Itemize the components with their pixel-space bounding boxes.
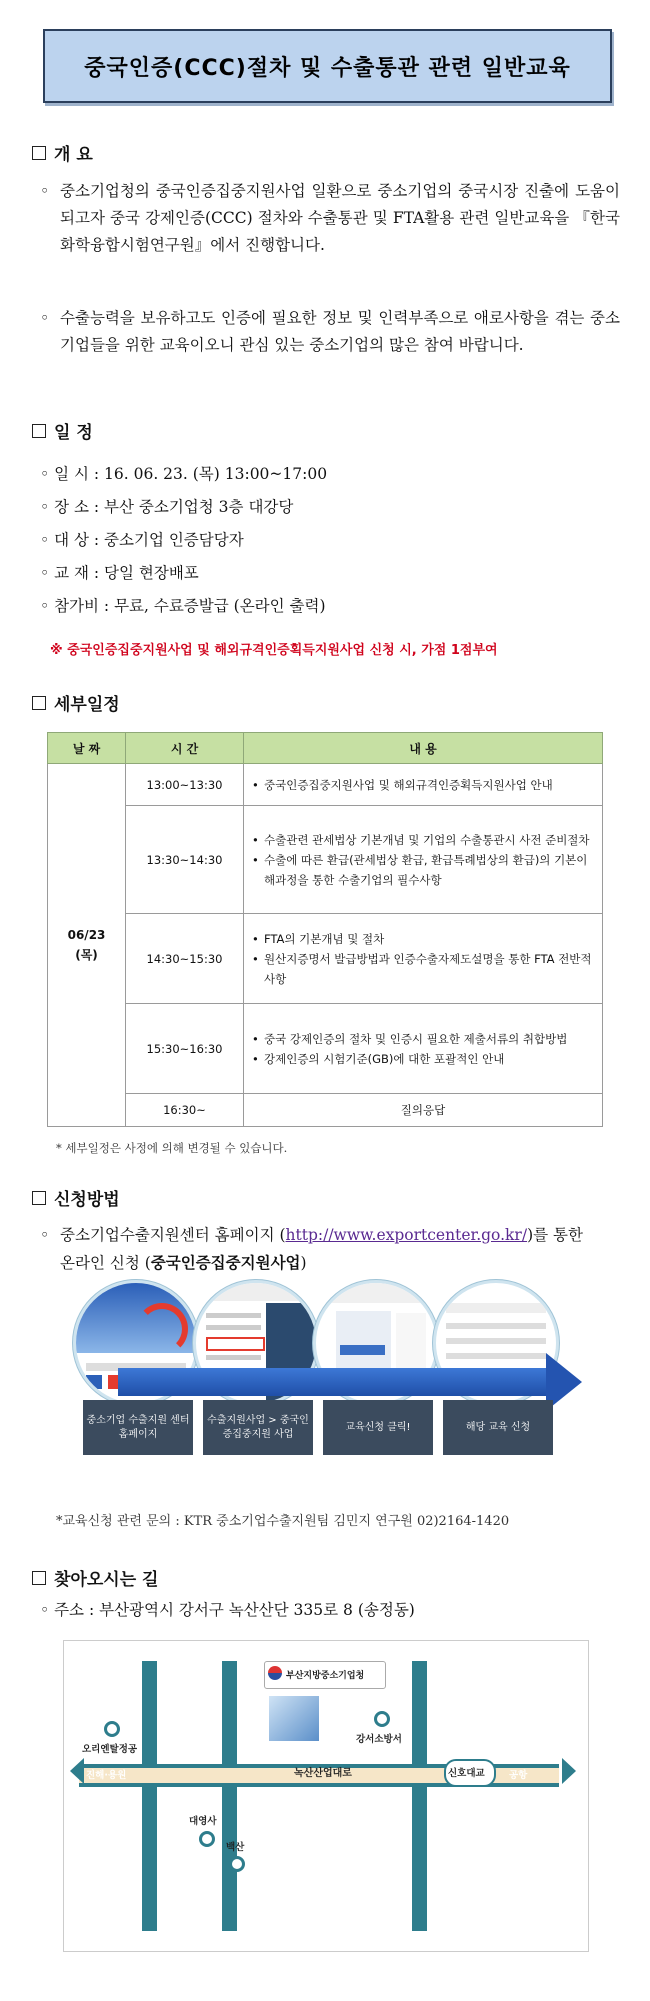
table-row <box>48 806 603 914</box>
header-content: 내 용 <box>244 733 603 764</box>
bonus-notice: ※ 중국인증집중지원사업 및 해외규격인증획득지원사업 신청 시, 가점 1점부여 <box>50 643 498 658</box>
checkbox-icon <box>32 696 46 710</box>
step-label-4: 해당 교육 신청 <box>443 1400 553 1455</box>
schedule-target: ◦ 대 상 : 중소기업 인증담당자 <box>40 531 244 549</box>
section-location-heading: 찾아오시는 길 <box>32 1565 158 1590</box>
time-cell: 13:30~14:30 <box>126 806 244 914</box>
content-cell: • 수출관련 관세법상 기본개념 및 기업의 수출통관시 사전 준비절차 • 수출에 따른 환급(관세법상 환급, 환급특례법상의 환급)의 기본이해과정을 통한 수출기업의 필수사항 <box>244 806 603 914</box>
schedule-material: ◦ 교 재 : 당일 현장배포 <box>40 564 199 582</box>
map-road <box>222 1661 237 1931</box>
title-box <box>43 29 612 103</box>
map-road <box>142 1661 157 1931</box>
table-header-row <box>48 733 603 764</box>
right-arrow-icon <box>562 1758 576 1784</box>
map-bridge-label: 신호대교 <box>448 1768 485 1779</box>
section-apply-heading: 신청방법 <box>32 1185 120 1210</box>
content-cell: • 중국인증집중지원사업 및 해외규격인증획득지원사업 안내 <box>244 764 603 806</box>
checkbox-icon <box>32 1191 46 1205</box>
section-overview-heading: 개 요 <box>32 140 93 165</box>
process-arrow <box>118 1368 548 1396</box>
step-label-2: 수출지원사업 > 중국인증집중지원 사업 <box>203 1400 313 1455</box>
checkbox-icon <box>32 146 46 160</box>
map-road-label: 녹산산업대로 <box>294 1768 352 1779</box>
date-cell: 06/23 (목) <box>48 764 126 1127</box>
building-icon <box>269 1696 319 1741</box>
address: ◦ 주소 : 부산광역시 강서구 녹산산단 335로 8 (송정동) <box>40 1601 415 1619</box>
map-pin-icon <box>229 1856 245 1872</box>
step-label-1: 중소기업 수출지원 센터 홈페이지 <box>83 1400 193 1455</box>
map-pin-icon <box>374 1711 390 1727</box>
map-pin-icon <box>199 1831 215 1847</box>
page-title: 중국인증(CCC)절차 및 수출통관 관련 일반교육 <box>84 55 571 81</box>
time-cell: 14:30~15:30 <box>126 914 244 1004</box>
map-east-label: 공항 <box>509 1770 528 1781</box>
header-date: 날 짜 <box>48 733 126 764</box>
exportcenter-link[interactable]: http://www.exportcenter.go.kr/ <box>285 1226 528 1244</box>
overview-paragraph-2: ◦ 수출능력을 보유하고도 인증에 필요한 정보 및 인력부족으로 애로사항을 겪는 중소기업들을 위한 교육이오니 관심 있는 중소기업의 많은 참여 바랍니다. <box>40 309 620 354</box>
map-baeksan-label: 백산 <box>226 1842 245 1853</box>
contact-note: *교육신청 관련 문의 : KTR 중소기업수출지원팀 김민지 연구원 02)2164-1420 <box>56 1514 510 1529</box>
content-cell: 질의응답 <box>244 1094 603 1127</box>
overview-paragraph-1: ◦ 중소기업청의 중국인증집중지원사업 일환으로 중소기업의 중국시장 진출에 도움이 되고자 중국 강제인증(CCC) 절차와 수출통관 및 FTA활용 관련 일반교육을 『한국화학융합시험연구원』에서 진행합니다. <box>40 182 620 254</box>
map-ori-label: 오리엔탈정공 <box>82 1744 138 1755</box>
content-cell: • 중국 강제인증의 절차 및 인증시 필요한 제출서류의 취합방법 • 강제인증의 시험기준(GB)에 대한 포괄적인 안내 <box>244 1004 603 1094</box>
time-cell: 16:30~ <box>126 1094 244 1127</box>
table-row <box>48 764 603 806</box>
map-office-label: 부산지방중소기업청 <box>286 1671 365 1681</box>
section-schedule-heading: 일 정 <box>32 418 93 443</box>
checkbox-icon <box>32 424 46 438</box>
apply-text: ◦ 중소기업수출지원센터 홈페이지 (http://www.exportcenter.go.kr/)를 통한 온라인 신청 (중국인증집중지원사업) <box>40 1226 583 1272</box>
schedule-datetime: ◦ 일 시 : 16. 06. 23. (목) 13:00~17:00 <box>40 465 328 483</box>
table-row <box>48 914 603 1004</box>
schedule-change-note: * 세부일정은 사정에 의해 변경될 수 있습니다. <box>56 1141 288 1155</box>
table-row <box>48 1004 603 1094</box>
location-map <box>63 1640 589 1952</box>
header-time: 시 간 <box>126 733 244 764</box>
government-emblem-icon <box>268 1666 282 1680</box>
schedule-fee: ◦ 참가비 : 무료, 수료증발급 (온라인 출력) <box>40 597 326 615</box>
map-pin-icon <box>104 1721 120 1737</box>
section-detail-heading: 세부일정 <box>32 690 120 715</box>
map-road <box>412 1661 427 1931</box>
map-daeyang-label: 대영사 <box>189 1816 217 1827</box>
step-label-3: 교육신청 클릭! <box>323 1400 433 1455</box>
time-cell: 13:00~13:30 <box>126 764 244 806</box>
map-west-label: 진해·용원 <box>86 1770 127 1781</box>
schedule-place: ◦ 장 소 : 부산 중소기업청 3층 대강당 <box>40 498 294 516</box>
map-fire-label: 강서소방서 <box>356 1734 402 1745</box>
checkbox-icon <box>32 1571 46 1585</box>
apply-steps-banner <box>63 1270 591 1485</box>
content-cell: • FTA의 기본개념 및 절차 • 원산지증명서 발급방법과 인증수출자제도설명을 통한 FTA 전반적 사항 <box>244 914 603 1004</box>
left-arrow-icon <box>70 1758 84 1784</box>
detail-schedule-table <box>47 732 603 1127</box>
table-row <box>48 1094 603 1127</box>
time-cell: 15:30~16:30 <box>126 1004 244 1094</box>
